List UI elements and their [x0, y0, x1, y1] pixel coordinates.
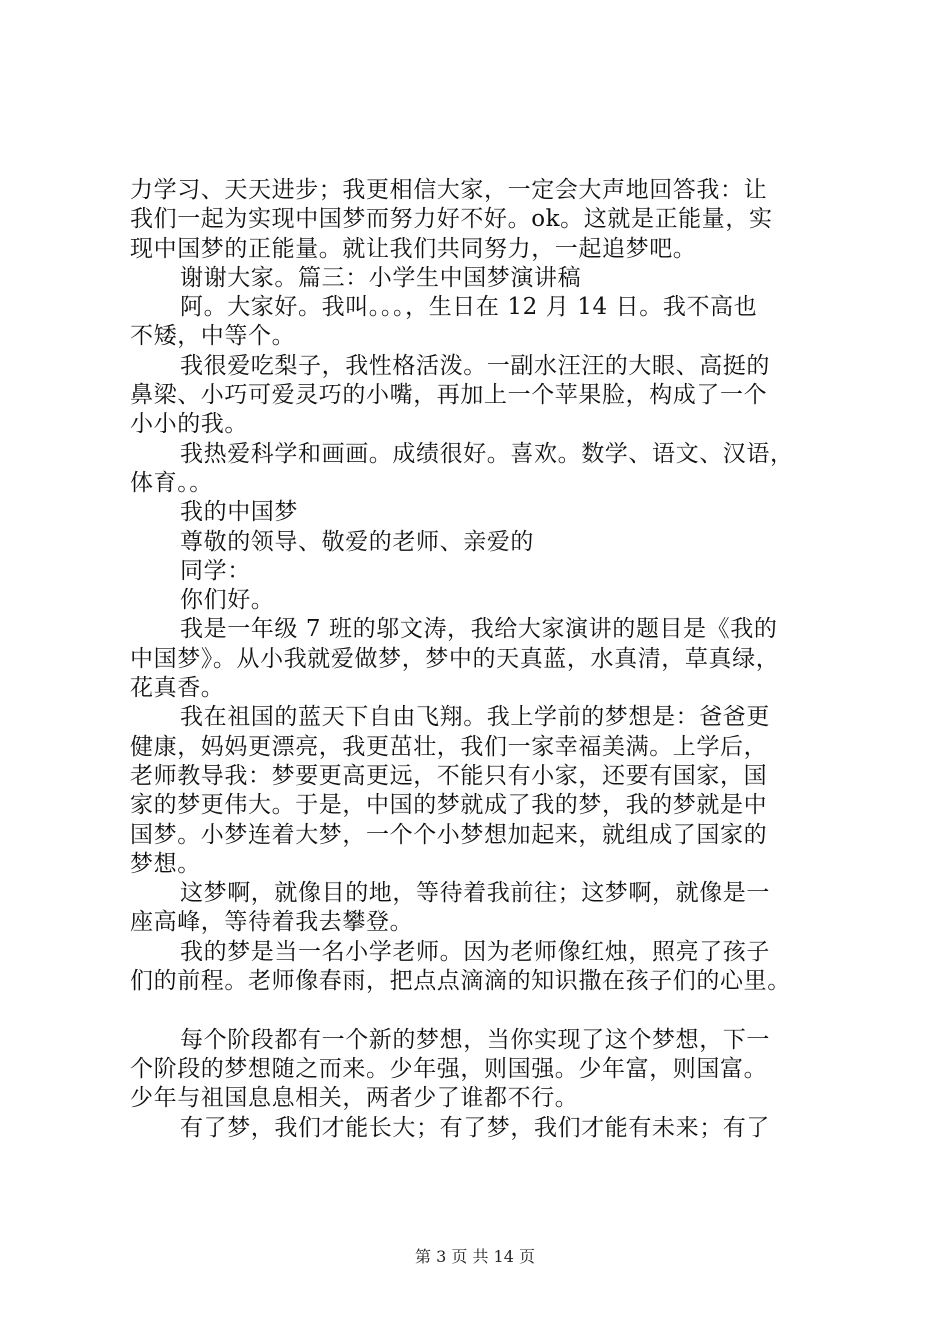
text-line: 我热爱科学和画画。成绩很好。喜欢。数学、语文、汉语， — [180, 440, 794, 467]
text-line: 谢谢大家。篇三：小学生中国梦演讲稿 — [180, 264, 582, 291]
text-line: 花真香。 — [130, 675, 225, 702]
document-body — [130, 176, 840, 1143]
text-line: 梦想。 — [130, 850, 201, 877]
text-line: 不矮，中等个。 — [130, 323, 296, 350]
text-line: 鼻梁、小巧可爱灵巧的小嘴，再加上一个苹果脸，构成了一个 — [130, 382, 768, 409]
text-line: 中国梦》。从小我就爱做梦，梦中的天真蓝，水真清，草真绿， — [130, 645, 780, 672]
text-line: 小小的我。 — [130, 411, 248, 438]
text-line: 我很爱吃梨子，我性格活泼。一副水汪汪的大眼、高挺的 — [180, 352, 770, 379]
text-line: 我们一起为实现中国梦而努力好不好。ok。这就是正能量，实 — [130, 206, 773, 233]
text-line: 阿。大家好。我叫。。。，生日在 12 月 14 日。我不高也 — [180, 294, 758, 321]
text-line: 我在祖国的蓝天下自由飞翔。我上学前的梦想是：爸爸更 — [180, 704, 770, 731]
text-line: 有了梦，我们才能长大；有了梦，我们才能有未来；有了 — [180, 1114, 770, 1141]
text-line: 少年与祖国息息相关，两者少了谁都不行。 — [130, 1085, 579, 1112]
text-line: 老师教导我：梦要更高更远，不能只有小家，还要有国家，国 — [130, 762, 768, 789]
text-line: 同学： — [180, 557, 251, 584]
text-line: 国梦。小梦连着大梦，一个个小梦想加起来，就组成了国家的 — [130, 821, 768, 848]
text-line: 座高峰，等待着我去攀登。 — [130, 909, 414, 936]
blank-line — [130, 996, 840, 1025]
text-line: 我是一年级 7 班的邬文涛，我给大家演讲的题目是《我的 — [180, 616, 778, 643]
text-line: 每个阶段都有一个新的梦想，当你实现了这个梦想，下一 — [180, 1026, 770, 1053]
page-footer: 第 3 页 共 14 页 — [415, 1247, 535, 1266]
text-line: 体育。。 — [130, 469, 213, 496]
text-line: 我的中国梦 — [180, 499, 298, 526]
text-line: 现中国梦的正能量。就让我们共同努力，一起追梦吧。 — [130, 235, 697, 262]
text-line: 你们好。 — [180, 587, 275, 614]
text-line: 我的梦是当一名小学老师。因为老师像红烛，照亮了孩子 — [180, 938, 770, 965]
text-line: 家的梦更伟大。于是，中国的梦就成了我的梦，我的梦就是中 — [130, 792, 768, 819]
text-line: 个阶段的梦想随之而来。少年强，则国强。少年富，则国富。 — [130, 1055, 768, 1082]
text-line: 们的前程。老师像春雨，把点点滴滴的知识撒在孩子们的心里。 — [130, 968, 791, 995]
text-line: 尊敬的领导、敬爱的老师、亲爱的 — [180, 528, 534, 555]
text-line: 这梦啊，就像目的地，等待着我前往；这梦啊，就像是一 — [180, 880, 770, 907]
text-line: 健康，妈妈更漂亮，我更茁壮，我们一家幸福美满。上学后， — [130, 733, 768, 760]
text-line: 力学习、天天进步；我更相信大家，一定会大声地回答我：让 — [130, 177, 768, 203]
